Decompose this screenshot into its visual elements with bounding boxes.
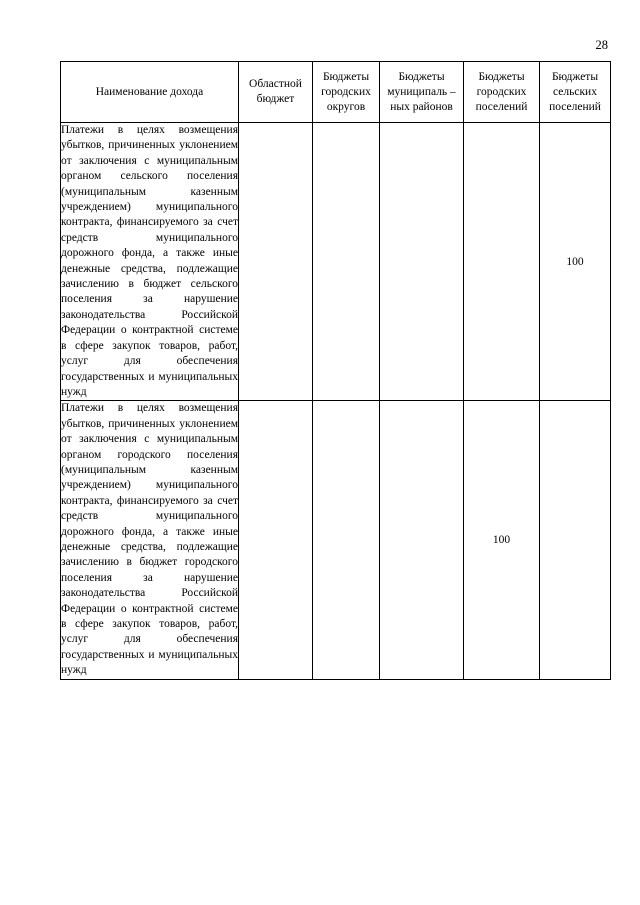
page-number: 28 — [595, 38, 608, 52]
header-city-districts-budget: Бюджеты городских округов — [313, 62, 380, 123]
table-row — [61, 401, 611, 679]
city-districts-cell — [313, 401, 380, 679]
revenue-name-cell: Платежи в целях возмещения убытков, причиненных уклонением от заключения с муниципальным органом сельского поселения (муниципальным казенным учреждением) муниципального контракта, финансируемого за счет средств муниципального дорожного фонда, а также иные денежные средства, подлежащие зачислению в бюджет сельского поселения за нарушение законодательства Российской Федерации о контрактной системе в сфере закупок товаров, работ, услуг для обеспечения государственных и муниципальных нужд — [61, 123, 239, 401]
header-rural-settlements-budget: Бюджеты сельских поселений — [540, 62, 611, 123]
revenue-name-cell: Платежи в целях возмещения убытков, причиненных уклонением от заключения с муниципальным органом городского поселения (муниципальным казенным учреждением) муниципального контракта, финансируемого за счет средств муниципального дорожного фонда, а также иные денежные средства, подлежащие зачислению в бюджет городского поселения за нарушение законодательства Российской Федерации о контрактной системе в сфере закупок товаров, работ, услуг для обеспечения государственных и муниципальных нужд — [61, 401, 239, 679]
regional-budget-cell — [239, 401, 313, 679]
municipal-districts-cell — [380, 123, 464, 401]
regional-budget-cell — [239, 123, 313, 401]
municipal-districts-cell — [380, 401, 464, 679]
table-header-row — [61, 62, 611, 123]
city-districts-cell — [313, 123, 380, 401]
city-settlements-cell — [464, 123, 540, 401]
header-municipal-districts-budget: Бюджеты муниципаль –ных районов — [380, 62, 464, 123]
rural-settlements-cell: 100 — [540, 123, 611, 401]
city-settlements-cell: 100 — [464, 401, 540, 679]
rural-settlements-cell — [540, 401, 611, 679]
header-regional-budget: Областной бюджет — [239, 62, 313, 123]
header-revenue-name: Наименование дохода — [61, 62, 239, 123]
table-row — [61, 123, 611, 401]
revenue-distribution-table — [60, 61, 611, 680]
header-city-settlements-budget: Бюджеты городских поселений — [464, 62, 540, 123]
